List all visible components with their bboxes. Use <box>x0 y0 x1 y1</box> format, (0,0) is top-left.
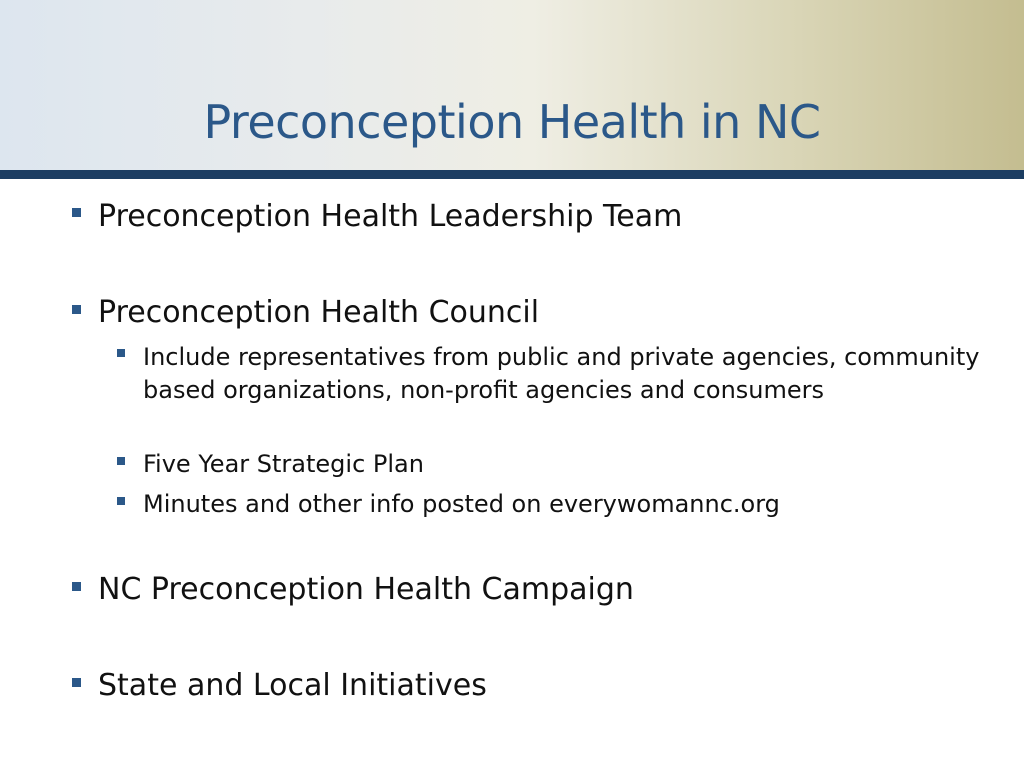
bullet-item-health-council: Preconception Health Council <box>98 295 540 330</box>
square-bullet-icon <box>117 349 125 357</box>
square-bullet-icon <box>117 497 125 505</box>
square-bullet-icon <box>72 582 81 591</box>
bullet-item-local-initiatives: State and Local Initiatives <box>98 668 487 703</box>
title-divider <box>0 170 1024 179</box>
sub-bullet-minutes: Minutes and other info posted on everywomannc.org <box>143 490 780 518</box>
square-bullet-icon <box>72 678 81 687</box>
sub-bullet-strategic-plan: Five Year Strategic Plan <box>143 450 424 478</box>
bullet-item-leadership-team: Preconception Health Leadership Team <box>98 199 683 234</box>
slide-title: Preconception Health in NC <box>203 95 821 149</box>
square-bullet-icon <box>72 208 81 217</box>
sub-bullet-representatives: Include representatives from public and private agencies, community based organizations, non-profit agencies and consumers <box>143 343 980 404</box>
square-bullet-icon <box>72 305 81 314</box>
square-bullet-icon <box>117 457 125 465</box>
bullet-item-health-campaign: NC Preconception Health Campaign <box>98 572 634 607</box>
